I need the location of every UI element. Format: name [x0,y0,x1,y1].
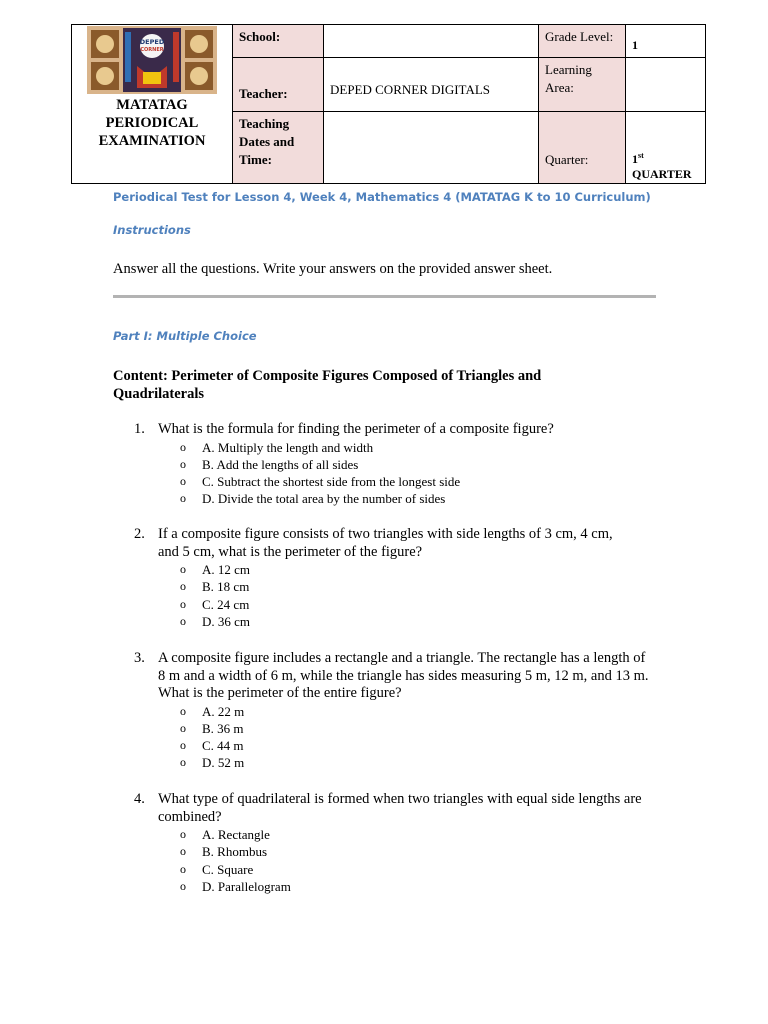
school-label: School: [233,25,324,58]
instructions-text: Answer all the questions. Write your answers on the provided answer sheet. [113,261,553,277]
option-d[interactable]: o D. 52 m [180,755,245,771]
bullet-icon: o [180,861,186,876]
question-stem: If a composite figure consists of two triangles with side lengths of 3 cm, 4 cm, and 5 cm, what is the perimeter of the figure? [158,526,613,560]
bullet-icon: o [180,878,186,893]
option-d[interactable]: o D. 36 cm [180,613,251,629]
bullet-icon: o [180,474,186,489]
question-stem: What type of quadrilateral is formed when two triangles with equal side lengths are combined? [158,791,642,825]
grade-level-label: Grade Level: [539,25,626,58]
exam-title: MATATAG PERIODICAL EXAMINATION [98,97,206,149]
question-3 [134,650,654,772]
option-b[interactable]: o B. 18 cm [180,579,250,595]
divider [113,295,656,298]
teacher-label: Teacher: [233,58,324,112]
bullet-icon: o [180,596,186,611]
bullet-icon: o [180,491,186,506]
option-c[interactable]: o C. Subtract the shortest side from the longest side [180,474,461,490]
question-number: 3. [134,650,145,666]
option-list [134,826,654,895]
bullet-icon: o [180,613,186,628]
option-a[interactable]: o A. 12 cm [180,562,251,577]
question-4 [134,791,654,895]
school-field[interactable] [324,25,539,58]
option-a[interactable]: o A. Rectangle [180,827,270,842]
question-stem: What is the formula for finding the perimeter of a composite figure? [158,421,554,437]
option-list [134,439,654,508]
teaching-dates-field[interactable] [324,112,539,184]
logo-cell [72,25,233,184]
header-table [71,24,706,184]
option-d[interactable]: o D. Parallelogram [180,878,291,894]
teaching-dates-label: Teaching Dates and Time: [233,112,324,184]
question-2 [134,526,654,630]
question-number: 1. [134,421,145,437]
grade-level-field[interactable]: 1 [626,25,706,58]
option-b[interactable]: o B. 36 m [180,720,244,736]
option-list [134,703,654,772]
bullet-icon: o [180,720,186,735]
quarter-field[interactable]: 1st QUARTER [626,112,706,184]
test-title: Periodical Test for Lesson 4, Week 4, Mathematics 4 (MATATAG K to 10 Curriculum) [113,190,651,204]
content-heading: Content: Perimeter of Composite Figures Composed of Triangles and Quadrilaterals [113,368,542,402]
part-heading: Part I: Multiple Choice [113,329,257,343]
quarter-label: Quarter: [539,112,626,184]
instructions-heading: Instructions [113,223,191,237]
question-number: 2. [134,526,145,542]
learning-area-field[interactable] [626,58,706,112]
bullet-icon: o [180,579,186,594]
bullet-icon: o [180,755,186,770]
option-c[interactable]: o C. Square [180,861,254,877]
option-b[interactable]: o B. Add the lengths of all sides [180,456,359,472]
learning-area-label: Learning Area: [539,58,626,112]
bullet-icon: o [180,562,186,576]
bullet-icon: o [180,738,186,753]
option-d[interactable]: o D. Divide the total area by the number of sides [180,491,446,507]
question-stem: A composite figure includes a rectangle and a triangle. The rectangle has a length of 8 m and a width of 6 m, while the triangle has sides measuring 5 m, 12 m, and 13 m. What is the perimeter of the entire figure? [158,650,649,701]
teacher-field[interactable]: DEPED CORNER DIGITALS [324,58,539,112]
deped-corner-logo [87,26,217,94]
option-a[interactable]: o A. Multiply the length and width [180,439,374,455]
question-number: 4. [134,791,145,807]
bullet-icon: o [180,439,186,454]
option-a[interactable]: o A. 22 m [180,703,245,719]
option-b[interactable]: o B. Rhombus [180,844,268,860]
bullet-icon: o [180,844,186,859]
option-c[interactable]: o C. 44 m [180,738,244,754]
option-list [134,561,654,630]
logo-text-top: DEPED [139,38,165,46]
question-1 [134,421,654,508]
logo-text-bottom: CORNER [140,47,164,53]
bullet-icon: o [180,703,186,718]
bullet-icon: o [180,827,186,841]
option-c[interactable]: o C. 24 cm [180,596,250,612]
bullet-icon: o [180,456,186,471]
